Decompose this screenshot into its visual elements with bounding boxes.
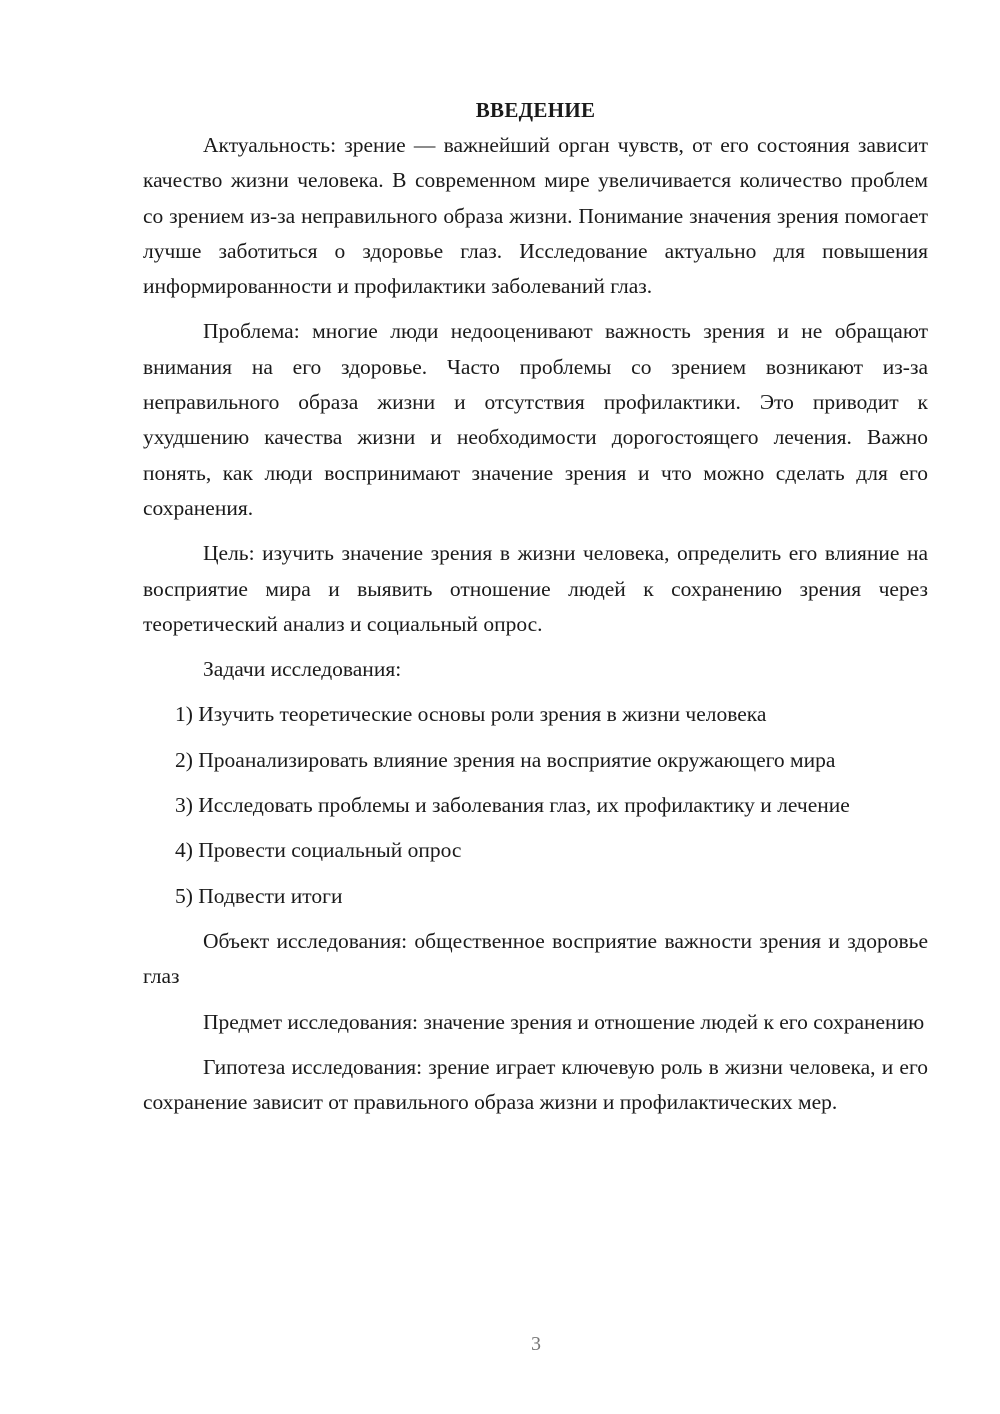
problem-paragraph: Проблема: многие люди недооценивают важность зрения и не обращают внимания на его здоровье. Часто проблемы со зрением возникают из-за неправильного образа жизни и отсутствия профилактики. Это приводит к ухудшению качества жизни и необходимости дорогостоящего лечения. Важно понять, как люди воспринимают значение зрения и что можно сделать для его сохранения. <box>143 319 928 520</box>
relevance-paragraph: Актуальность: зрение — важнейший орган чувств, от его состояния зависит качество жизни человека. В современном мире увеличивается количество проблем со зрением из-за неправильного образа жизни. Понимание значения зрения помогает лучше заботиться о здоровье глаз. Исследование актуально для повышения информированности и профилактики заболеваний глаз. <box>143 133 928 299</box>
list-item: 1) Изучить теоретические основы роли зрения в жизни человека <box>175 702 767 727</box>
subject-paragraph: Предмет исследования: значение зрения и отношение людей к его сохранению <box>203 1009 925 1034</box>
list-item: 3) Исследовать проблемы и заболевания глаз, их профилактику и лечение <box>175 793 850 818</box>
list-item: 4) Провести социальный опрос <box>175 838 462 863</box>
page-number: 3 <box>531 1333 541 1355</box>
document-page <box>143 92 928 1120</box>
list-item: 5) Подвести итоги <box>175 883 343 908</box>
tasks-list <box>143 697 928 913</box>
object-paragraph: Объект исследования: общественное восприятие важности зрения и здоровье глаз <box>143 928 928 989</box>
goal-paragraph: Цель: изучить значение зрения в жизни человека, определить его влияние на восприятие мира и выявить отношение людей к сохранению зрения через теоретический анализ и социальный опрос. <box>143 541 928 636</box>
page-title: ВВЕДЕНИЕ <box>475 98 596 122</box>
list-item: 2) Проанализировать влияние зрения на восприятие окружающего мира <box>175 747 836 772</box>
tasks-heading: Задачи исследования: <box>203 657 402 682</box>
hypothesis-paragraph: Гипотеза исследования: зрение играет ключевую роль в жизни человека, и его сохранение зависит от правильного образа жизни и профилактических мер. <box>143 1054 928 1115</box>
